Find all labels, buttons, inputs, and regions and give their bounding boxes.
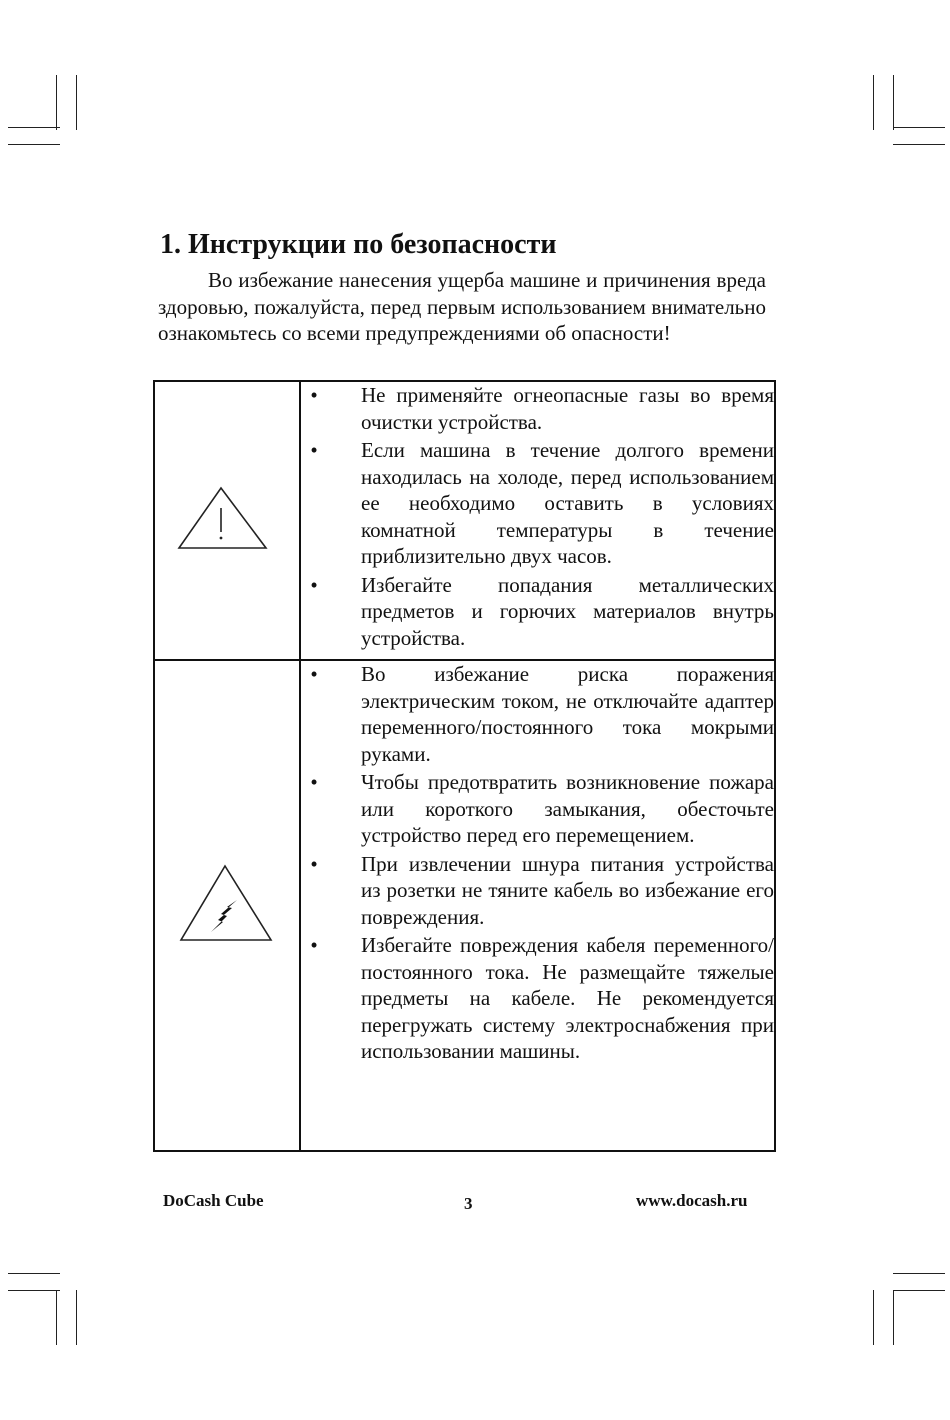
- crop-mark: [893, 127, 945, 128]
- warning-item: • При извлечении шнура питания устройства из розетки не тяните кабель во избежание его повреждения.: [301, 851, 774, 931]
- warning-list: [301, 661, 774, 1065]
- crop-mark: [76, 1290, 77, 1345]
- warning-row-general: [154, 381, 775, 660]
- bullet-icon: •: [310, 572, 318, 597]
- warning-icon-cell: [154, 381, 300, 660]
- bullet-icon: •: [310, 383, 318, 407]
- crop-mark: [873, 1290, 874, 1345]
- warning-item: • Избегайте попадания металлических предметов и горючих материалов внутрь устройства.: [301, 572, 774, 652]
- warning-item: • Не применяйте огнеопасные газы во время очистки устройства.: [301, 382, 774, 435]
- warning-row-electrical: [154, 660, 775, 1151]
- crop-mark: [893, 144, 945, 145]
- crop-mark: [8, 144, 60, 145]
- bullet-icon: •: [310, 933, 318, 957]
- crop-mark: [893, 1290, 945, 1291]
- footer-website: www.docash.ru: [636, 1191, 748, 1210]
- crop-mark: [56, 1290, 57, 1345]
- bullet-icon: •: [310, 662, 318, 686]
- bullet-icon: •: [310, 438, 318, 462]
- crop-mark: [893, 1273, 945, 1274]
- safety-warnings-table: [153, 380, 776, 1152]
- warning-icon-cell: [154, 660, 300, 1151]
- warning-item: • Если машина в течение долгого времени находилась на холоде, перед использованием ее необходимо оставить в условиях комнатной температуры в течение приблизительно двух часов.: [301, 437, 774, 570]
- crop-mark: [76, 75, 77, 130]
- footer-page-number: 3: [464, 1194, 473, 1213]
- warning-item: • Чтобы предотвратить возникновение пожара или короткого замыкания, обесточьте устройство перед его перемещением.: [301, 769, 774, 849]
- warning-text-cell: [300, 381, 775, 660]
- crop-mark: [8, 1273, 60, 1274]
- warning-item: • Избегайте повреждения кабеля переменного/постоянного тока. Не размещайте тяжелые предметы на кабеле. Не рекомендуется перегружать систему электроснабжения при использовании машины.: [301, 932, 774, 1065]
- footer-product-name: DoCash Cube: [163, 1191, 264, 1210]
- bullet-icon: •: [310, 851, 318, 876]
- crop-mark: [893, 75, 894, 130]
- warning-list: [301, 382, 774, 651]
- section-heading: 1. Инструкции по безопасности: [160, 229, 557, 260]
- crop-mark: [8, 127, 60, 128]
- crop-mark: [56, 75, 57, 130]
- warning-item: • Во избежание риска поражения электрическим током, не отключайте адаптер переменного/постоянного тока мокрыми руками.: [301, 661, 774, 767]
- intro-paragraph: Во избежание нанесения ущерба машине и причинения вреда здоровью, пожалуйста, перед первым использованием внимательно ознакомьтесь со всеми предупреждениями об опасности!: [158, 268, 766, 345]
- crop-mark: [873, 75, 874, 130]
- crop-mark: [893, 1290, 894, 1345]
- electric-hazard-triangle-icon: [177, 860, 277, 946]
- crop-mark: [8, 1290, 60, 1291]
- warning-text-cell: [300, 660, 775, 1151]
- caution-triangle-icon: [177, 482, 277, 554]
- bullet-icon: •: [310, 770, 318, 794]
